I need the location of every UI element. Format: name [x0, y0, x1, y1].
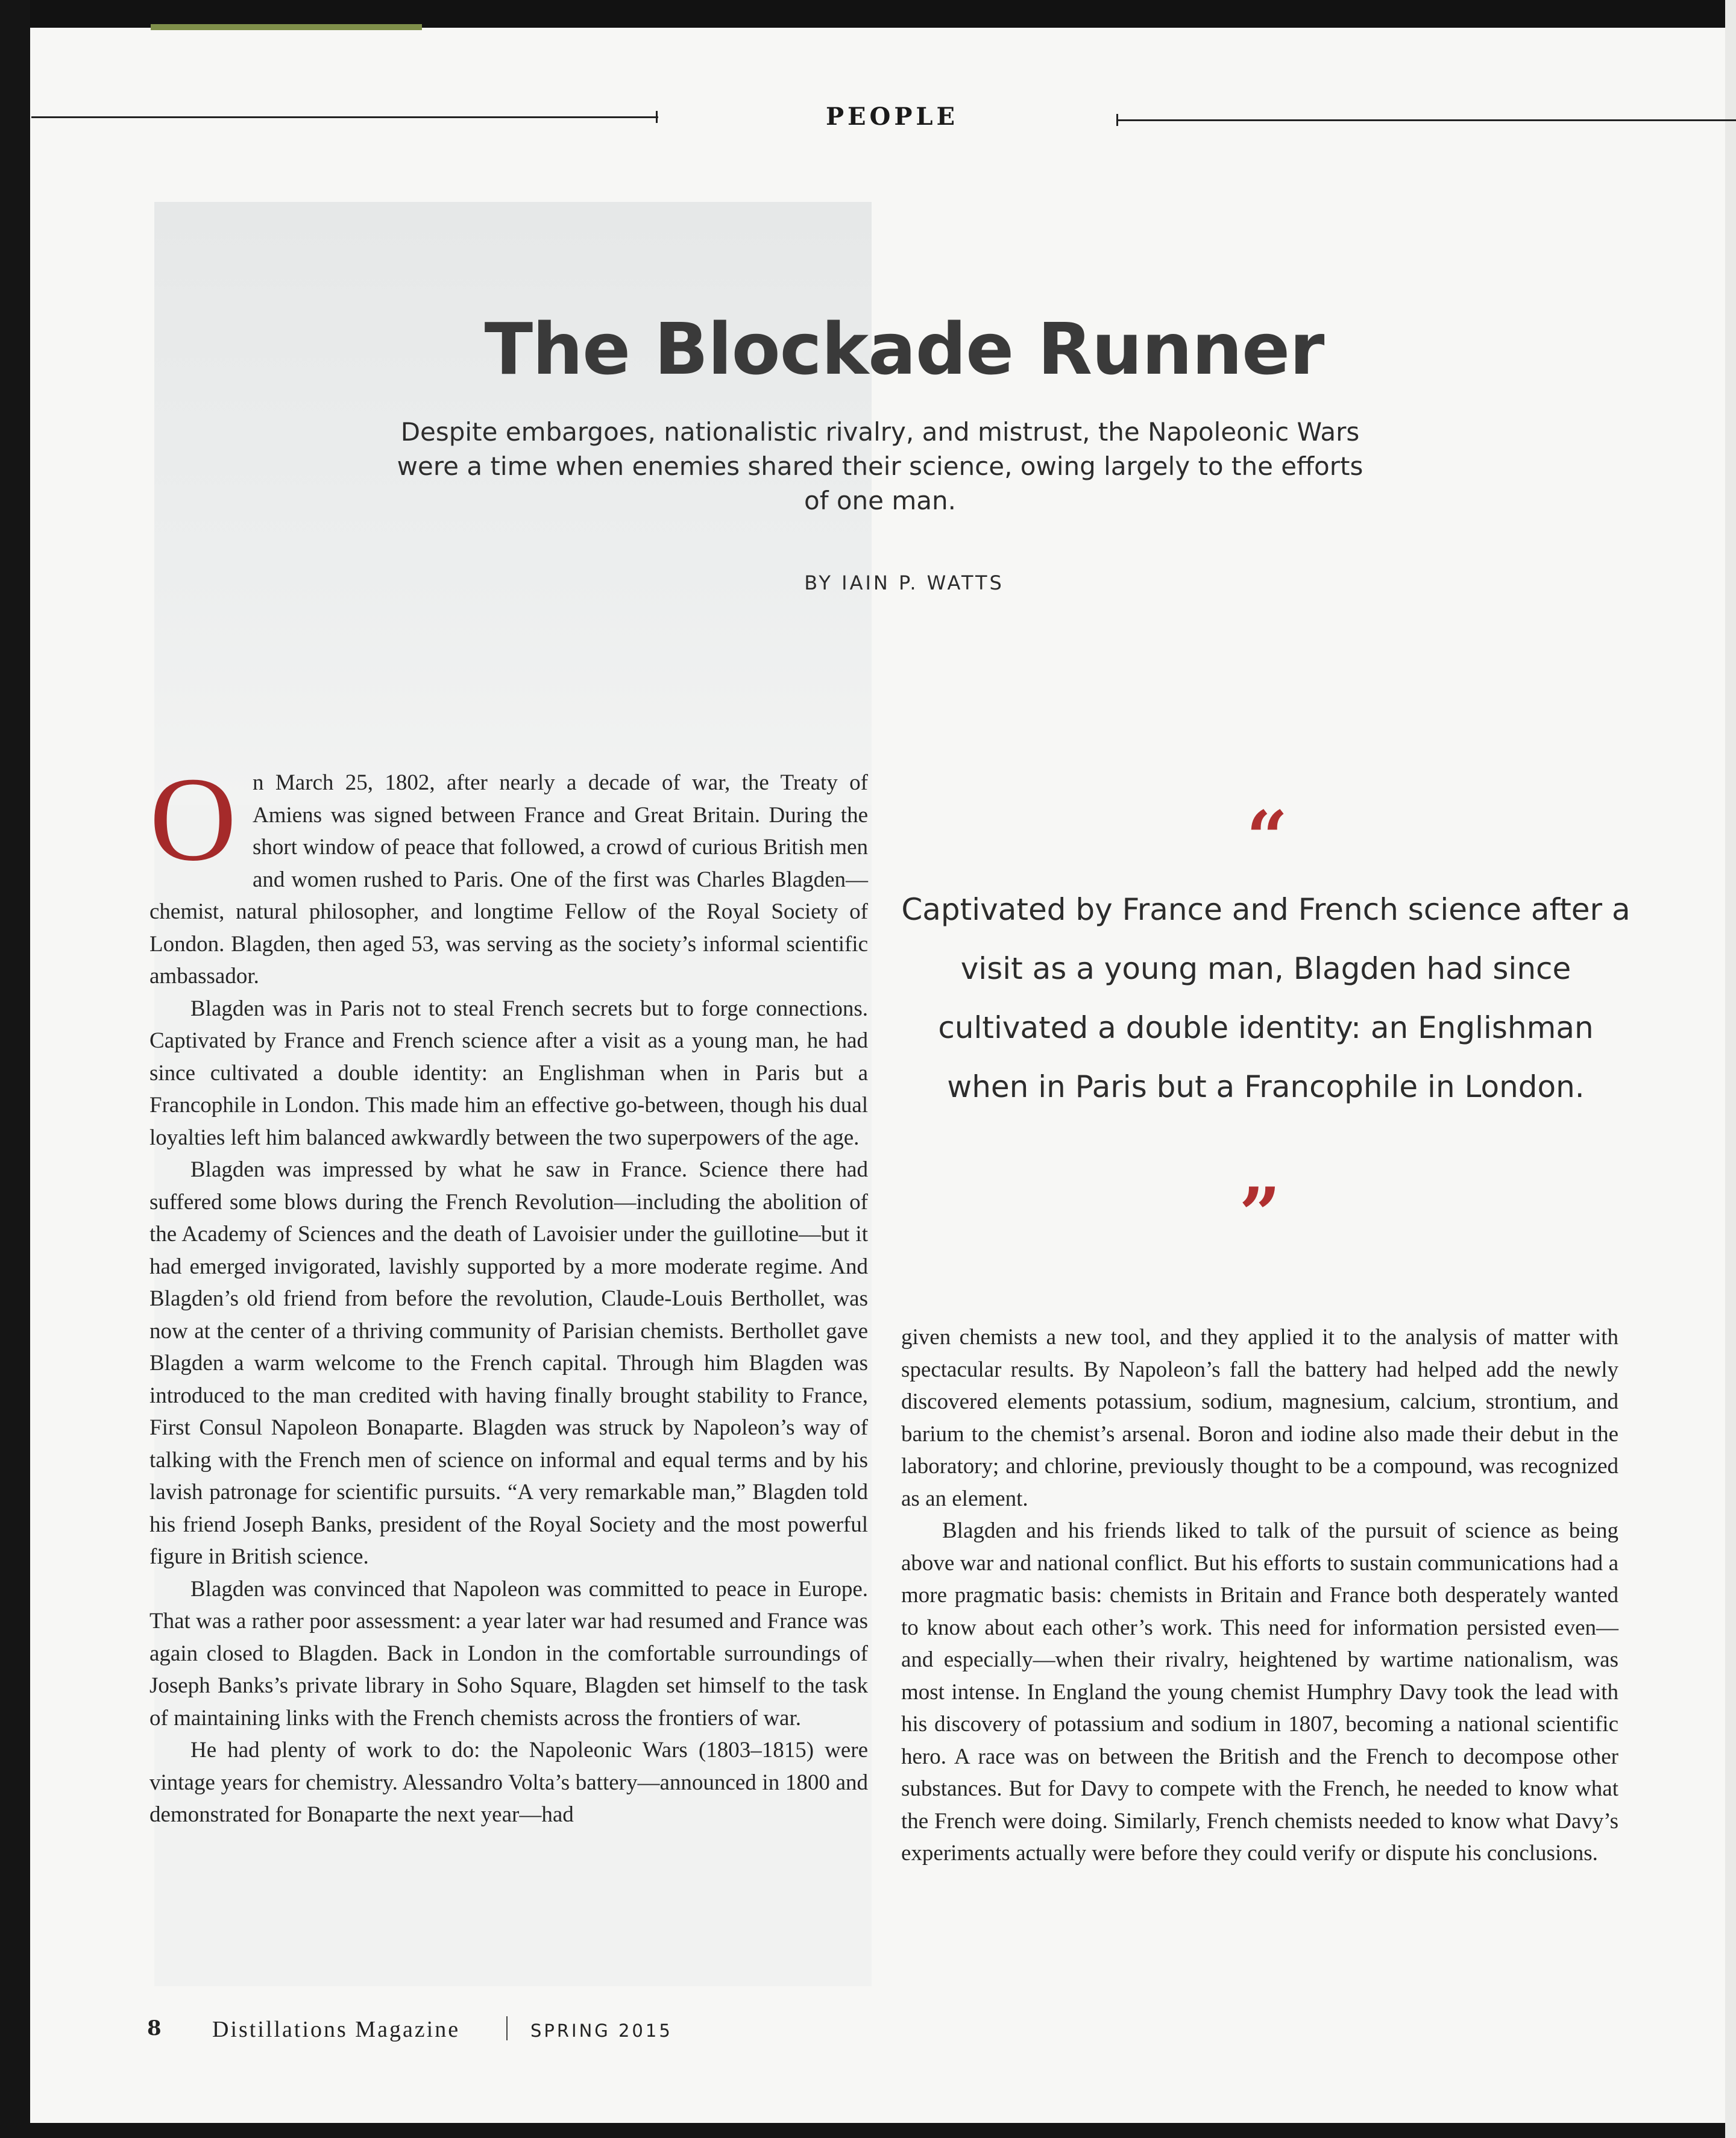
close-quote-icon: ” — [1239, 1172, 1281, 1257]
scan-border-bottom — [0, 2123, 1736, 2138]
header-rule-right — [1118, 119, 1736, 121]
body-paragraph: Blagden and his friends liked to talk of the pursuit of science as being above war and national conflict. But his efforts to sustain communications had a more pragmatic basis: chemists in Britain and France both desperately wanted to know about each other’s work. This need for information persisted even—and especially—when their rivalry, heightened by wartime nationalism, was most intense. In England the young chemist Humphry Davy took the lead with his discovery of potassium and sodium in 1807, becoming a national scientific hero. A race was on between the British and the French to decompose other substances. But for Davy to compete with the French, he needed to know what the French were doing. Similarly, French chemists needed to know what Davy’s experiments actually were before they could verify or dispute his conclusions. — [901, 1518, 1618, 1866]
paragraph-text: n March 25, 1802, after nearly a decade of war, the Treaty of Amiens was signed between France and Great Britain. During the short window of peace that followed, a crowd of curious British men and women rushed to Paris. One of the first was Charles Blagden—chemist, natural philosopher, and longtime Fellow of the Royal Society of London. Blagden, then aged 53, was serving as the society’s informal scientific ambassador. — [149, 770, 868, 989]
scan-border-left — [0, 0, 30, 2138]
issue-date: SPRING 2015 — [530, 2020, 673, 2041]
body-column-right — [901, 1321, 1618, 1870]
drop-cap: O — [149, 753, 237, 886]
section-label: PEOPLE — [825, 102, 959, 131]
article-byline: BY IAIN P. WATTS — [804, 571, 1004, 594]
body-paragraph: Blagden was convinced that Napoleon was committed to peace in Europe. That was a rather poor assessment: a year later war had resumed and France was again closed to Blagden. Back in London in the comfortable surroundings of Joseph Banks’s private library in Soho Square, Blagden set himself to the task of maintaining links with the French chemists across the frontiers of war. — [149, 1576, 868, 1731]
header-rule-left-end — [656, 111, 658, 123]
article-title: The Blockade Runner — [484, 307, 1324, 391]
publication-name: Distillations Magazine — [212, 2017, 461, 2042]
page-number: 8 — [147, 2016, 162, 2040]
color-tab — [151, 24, 422, 30]
body-paragraph: Blagden was in Paris not to steal French secrets but to forge connections. Captivated by France and French science after a visit as a young man, he had since cultivated a double identity: an Englishman when in Paris but a Francophile in London. This made him an effective go-between, though his dual loyalties left him balanced awkwardly between the two superpowers of the age. — [149, 996, 868, 1150]
body-paragraph: He had plenty of work to do: the Napoleonic Wars (1803–1815) were vintage years for chemistry. Alessandro Volta’s battery—announced in 1800 and demonstrated for Bonaparte the next year—had — [149, 1738, 868, 1827]
article-dek: Despite embargoes, nationalistic rivalry, and mistrust, the Napoleonic Wars were a time when enemies shared their science, owing largely to the efforts of one man. — [397, 417, 1363, 515]
pull-quote: Captivated by France and French science after a visit as a young man, Blagden had since cultivated a double identity: an Englishman when in Paris but a Francophile in London. — [901, 892, 1631, 1104]
footer-divider — [506, 2016, 508, 2040]
body-paragraph: given chemists a new tool, and they applied it to the analysis of matter with spectacular results. By Napoleon’s fall the battery had helped add the newly discovered elements potassium, sodium, magnesium, calcium, strontium, and barium to the chemist’s arsenal. Boron and iodine also made their debut in the laboratory; and chlorine, previously thought to be a compound, was recognized as an element. — [901, 1325, 1618, 1511]
body-paragraph: Blagden was impressed by what he saw in France. Science there had suffered some blows during the French Revolution—including the abolition of the Academy of Sciences and the death of Lavoisier under the guillotine—but it had emerged invigorated, lavishly supported by a more moderate regime. And Blagden’s old friend from before the revolution, Claude-Louis Berthollet, was now at the center of a thriving community of Parisian chemists. Berthollet gave Blagden a warm welcome to the French capital. Through him Blagden was introduced to the man credited with having finally brought stability to France, First Consul Napoleon Bonaparte. Blagden was struck by Napoleon’s way of talking with the French men of science on informal and equal terms and by his lavish patronage for scientific pursuits. “A very remarkable man,” Blagden told his friend Joseph Banks, president of the Royal Society and the most powerful figure in British science. — [149, 1157, 868, 1569]
open-quote-icon: “ — [1246, 795, 1288, 880]
scan-border-right — [1725, 0, 1736, 2138]
body-paragraph — [149, 753, 868, 993]
header-rule-left — [31, 116, 658, 118]
body-column-left — [149, 753, 868, 1831]
